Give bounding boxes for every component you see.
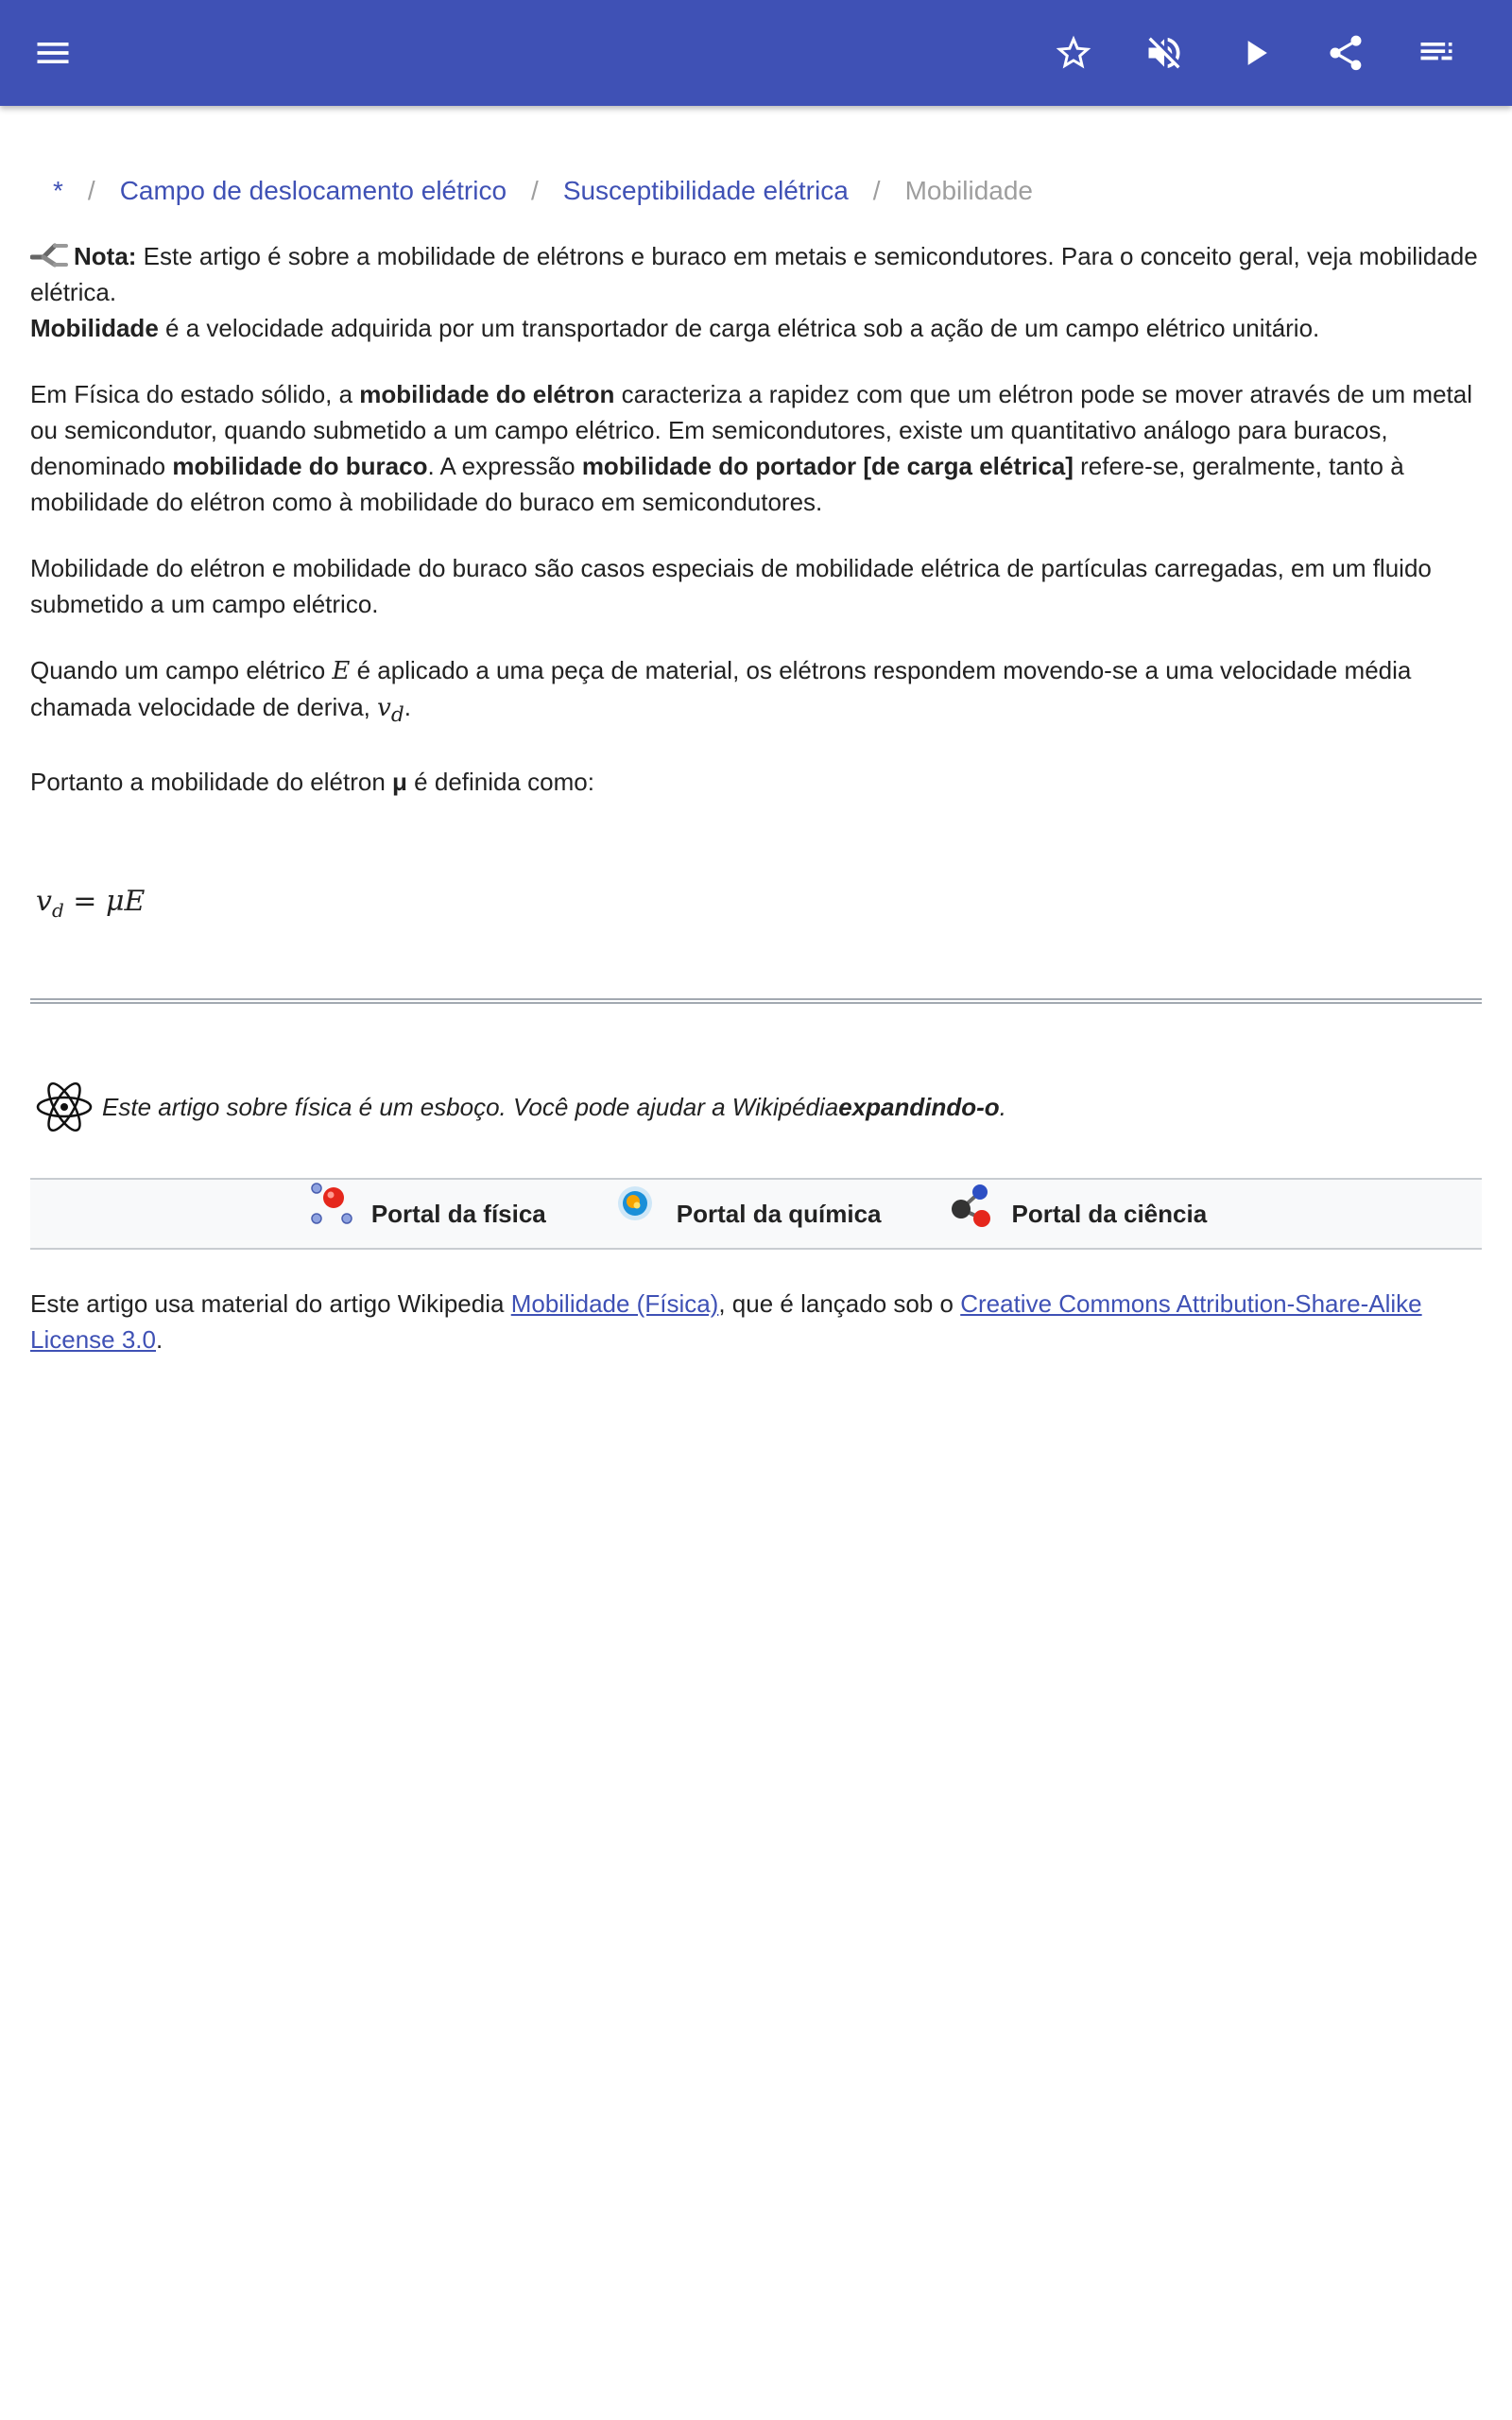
play-button[interactable] <box>1225 23 1285 83</box>
text-span: caracteriza a rapidez com que um elétron pode se mover através de um metal ou semicondutor, quando submetido a um campo elétrico. Em semicondutores, existe um quantitativo análogo para buracos, denominado <box>30 380 1472 480</box>
text-span: é definida como: <box>406 768 594 797</box>
playlist-icon <box>1416 32 1457 74</box>
portal-chemistry[interactable] <box>610 1194 882 1234</box>
formula-equals: = <box>63 885 106 919</box>
text-span: . A expressão <box>427 452 582 480</box>
physics-portal-icon <box>305 1181 358 1234</box>
bold-term: mobilidade do elétron <box>359 380 615 408</box>
text-span: Quando um campo elétrico <box>30 656 333 684</box>
article-content <box>30 106 1482 1357</box>
disambiguation-note <box>30 238 1482 310</box>
paragraph-solid-state <box>30 376 1482 520</box>
intro-paragraph <box>30 310 1482 346</box>
bold-term: mobilidade do buraco <box>172 452 428 480</box>
bold-term: μ <box>392 768 407 797</box>
breadcrumb-separator: / <box>872 176 881 205</box>
portal-science-label: Portal da ciência <box>1011 1199 1208 1228</box>
portal-physics[interactable] <box>305 1194 546 1234</box>
bold-term: mobilidade do portador [de carga elétrica] <box>581 452 1074 480</box>
hamburger-menu-icon <box>32 32 74 74</box>
math-symbol <box>377 694 404 728</box>
license-footer <box>30 1286 1482 1357</box>
text-span: Em Física do estado sólido, a <box>30 380 360 408</box>
stub-text: Este artigo sobre física é um esboço. Você pode ajudar a Wikipédia <box>102 1092 839 1121</box>
intro-text: é a velocidade adquirida por um transportador de carga elétrica sob a ação de um campo elétrico unitário. <box>158 314 1320 342</box>
note-label: Nota: <box>74 242 137 270</box>
disambiguation-icon <box>30 240 68 268</box>
math-symbol: E <box>332 657 351 685</box>
play-icon <box>1234 32 1276 74</box>
math-subscript: d <box>390 703 404 728</box>
breadcrumb <box>30 168 1482 214</box>
breadcrumb-item-campo[interactable]: Campo de deslocamento elétrico <box>119 176 507 205</box>
atom-icon <box>34 1077 94 1137</box>
mobility-formula <box>36 885 1482 942</box>
text-span: . <box>404 693 411 721</box>
portal-chemistry-label: Portal da química <box>676 1199 882 1228</box>
paragraph-special-cases: Mobilidade do elétron e mobilidade do buraco são casos especiais de mobilidade elétrica de partículas carregadas, em um fluido submetido a um campo elétrico. <box>30 554 1432 618</box>
article-body <box>30 238 1482 800</box>
breadcrumb-item-susceptibilidade[interactable]: Susceptibilidade elétrica <box>562 176 849 205</box>
science-portal-icon <box>946 1181 999 1234</box>
paragraph-definition <box>30 764 1482 800</box>
portal-bar <box>30 1178 1482 1250</box>
menu-button[interactable] <box>23 23 83 83</box>
note-text: Este artigo é sobre a mobilidade de elétrons e buraco em metais e semicondutores. Para o conceito geral, veja mobilidade elétrica. <box>30 242 1478 306</box>
contents-button[interactable] <box>1406 23 1467 83</box>
portal-science[interactable] <box>946 1194 1208 1234</box>
license-link[interactable]: Creative Commons Attribution-Share-Alike License 3.0 <box>30 1289 1422 1355</box>
formula-subscript: d <box>51 899 64 923</box>
intro-term: Mobilidade <box>30 314 159 342</box>
breadcrumb-separator: / <box>87 176 95 205</box>
source-article-link[interactable]: Mobilidade (Física) <box>510 1289 719 1319</box>
text-span: Este artigo usa material do artigo Wikipedia <box>30 1289 511 1319</box>
breadcrumb-separator: / <box>531 176 539 205</box>
breadcrumb-current: Mobilidade <box>904 176 1033 205</box>
share-button[interactable] <box>1315 23 1376 83</box>
text-span: Portanto a mobilidade do elétron <box>30 768 393 797</box>
text-span: é aplicado a uma peça de material, os elétrons respondem movendo-se a uma velocidade média chamada velocidade de deriva, <box>30 656 1412 721</box>
math-base: v <box>377 694 391 722</box>
breadcrumb-home[interactable]: * <box>53 176 63 205</box>
text-span: refere-se, geralmente, tanto à mobilidade do elétron como à mobilidade do buraco em semicondutores. <box>30 452 1404 516</box>
text-span: , que é lançado sob o <box>718 1289 961 1319</box>
formula-lhs: v <box>36 885 52 919</box>
section-divider <box>30 998 1482 1004</box>
bookmark-button[interactable] <box>1043 23 1104 83</box>
app-bar <box>0 0 1512 106</box>
paragraph-drift-velocity <box>30 652 1482 734</box>
volume-off-icon <box>1143 32 1185 74</box>
mute-button[interactable] <box>1134 23 1194 83</box>
stub-notice <box>30 1074 1482 1140</box>
chemistry-portal-icon <box>610 1181 663 1234</box>
portal-physics-label: Portal da física <box>370 1199 546 1228</box>
stub-end: . <box>999 1092 1006 1121</box>
text-span: . <box>155 1325 163 1355</box>
star-outline-icon <box>1053 32 1094 74</box>
formula-rhs: μE <box>105 885 146 919</box>
stub-expand-link[interactable]: expandindo-o <box>838 1092 1000 1121</box>
share-icon <box>1325 32 1366 74</box>
